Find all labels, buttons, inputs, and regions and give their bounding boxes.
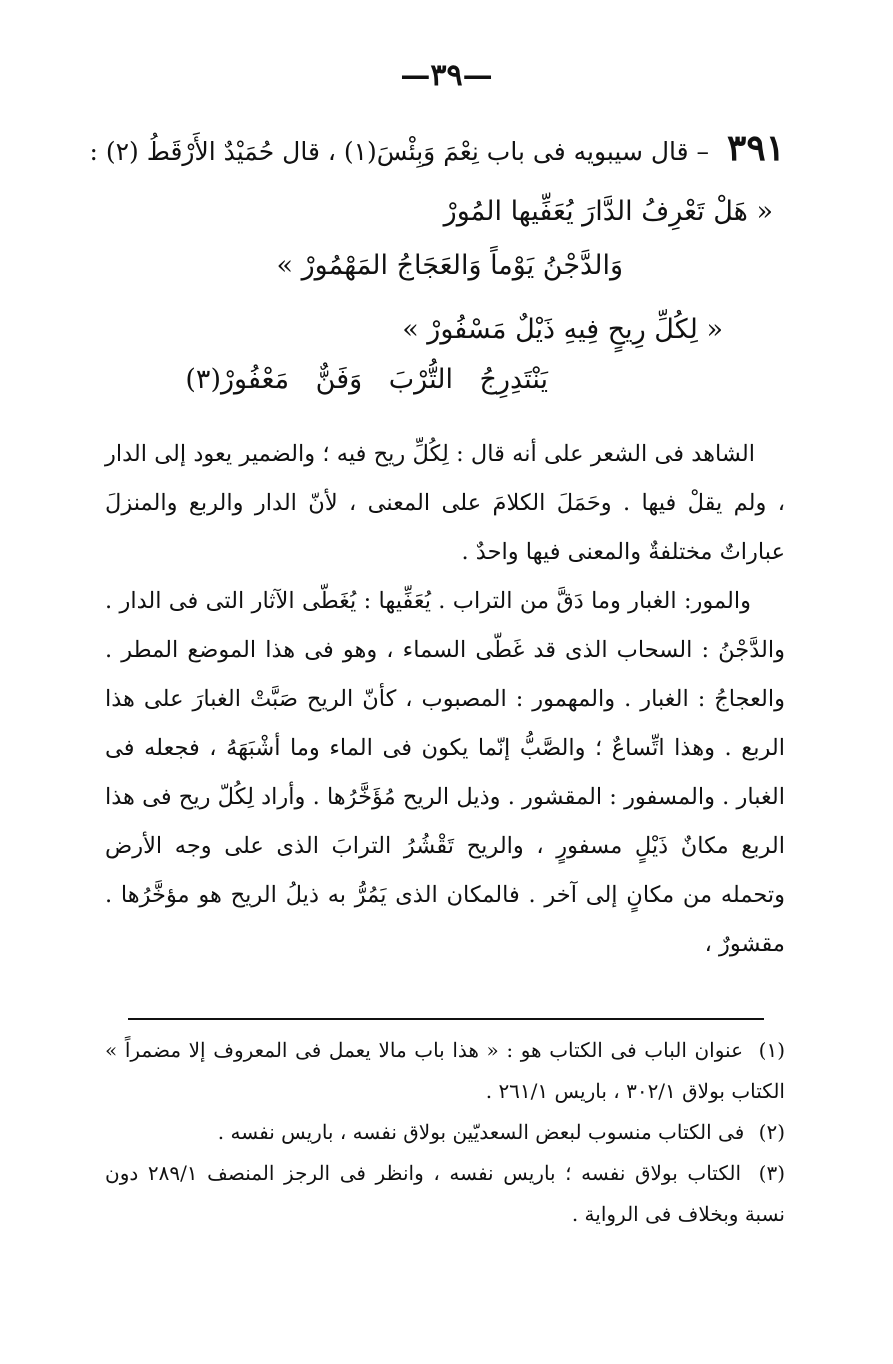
footnote-2-mark: (٢)	[758, 1120, 785, 1144]
commentary	[105, 430, 785, 969]
verse-line-3: « لِكُلِّ رِيحٍ فِيهِ ذَيْلٌ مَسْفُورْ »	[402, 314, 723, 345]
footnote-3	[105, 1153, 785, 1235]
footnotes	[105, 1030, 785, 1235]
footnote-1	[105, 1030, 785, 1112]
page-number: —٣٩—	[400, 58, 493, 93]
footnote-1-text: عنوان الباب فى الكتاب هو : « هذا باب مالا يعمل فى المعروف إلا مضمراً » الكتاب بولاق ٣٠٢/١ ، باريس ٢٦١/١ .	[105, 1038, 785, 1103]
footnote-divider	[128, 1018, 764, 1020]
verse-line-4: يَنْتَدِرِجُ التُّرْبَ وَفَنٌّ مَعْفُورْ(٣)	[185, 364, 548, 395]
footnote-1-mark: (١)	[758, 1038, 786, 1062]
verse-line-1: « هَلْ تَعْرِفُ الدَّارَ يُعَفِّيها المُورْ	[443, 196, 773, 227]
commentary-paragraph-1: الشاهد فى الشعر على أنه قال : لِكُلِّ ريح فيه ؛ والضمير يعود إلى الدار ، ولم يقلْ فيها . وحَمَلَ الكلامَ على المعنى ، لأنّ الدار والربع والمنزلَ عباراتٌ مختلفةٌ والمعنى فيها واحدٌ .	[105, 441, 785, 565]
entry-heading	[89, 127, 785, 172]
entry-heading-text: – قال سيبويه فى باب نِعْمَ وَبِئْسَ(١) ، قال حُمَيْدٌ الأَرْقَطُ (٢) :	[89, 137, 710, 166]
footnote-2-text: فى الكتاب منسوب لبعض السعديّين بولاق نفسه ، باريس نفسه .	[217, 1120, 745, 1144]
footnote-3-text: الكتاب بولاق نفسه ؛ باريس نفسه ، وانظر فى الرجز المنصف ٢٨٩/١ دون نسبة وبخلاف فى الرواية .	[105, 1161, 785, 1226]
footnote-2	[105, 1112, 785, 1153]
verse-line-2: وَالدَّجْنُ يَوْماً وَالعَجَاجُ المَهْمُورْ »	[276, 250, 623, 281]
footnote-3-mark: (٣)	[758, 1161, 785, 1185]
entry-number: ٣٩١	[726, 127, 785, 169]
commentary-paragraph-2: والمور: الغبار وما دَقَّ من التراب . يُعَفِّيها : يُغَطّى الآثار التى فى الدار . والدَّجْنُ : السحاب الذى قد غَطّى السماء ، وهو فى هذا الموضع المطر . والعجاجُ : الغبار . والمهمور : المصبوب ، كأنّ الريح صَبَّتْ الغبارَ على هذا الربع . وهذا اتِّساعٌ ؛ والصَّبُّ إنّما يكون فى الماء وما أشْبَهَهُ ، فجعله فى الغبار . والمسفور : المقشور . وذيل الريح مُؤَخَّرُها . وأراد لِكُلّ ريح فى هذا الربع مكانٌ ذَيْلٍ مسفورٍ ، والريح تَقْشُرُ الترابَ الذى على وجه الأرض وتحمله من مكانٍ إلى آخر . فالمكان الذى يَمُرُّ به ذيلُ الريح هو مؤخَّرُها . مقشورٌ ،	[105, 588, 785, 957]
